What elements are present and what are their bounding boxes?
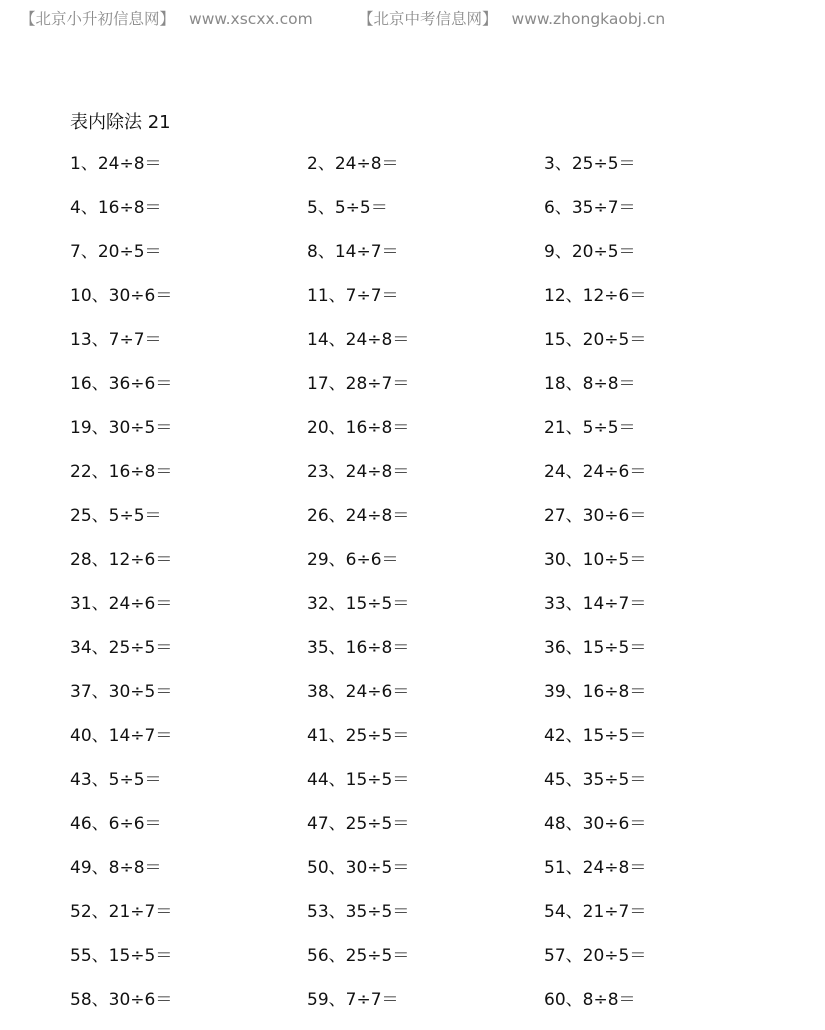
problem-item: 54、21÷7＝ xyxy=(544,902,647,922)
header-site-2 xyxy=(358,7,665,29)
problem-grid xyxy=(70,150,810,1030)
problem-row xyxy=(70,502,810,546)
problem-item: 25、5÷5＝ xyxy=(70,506,162,526)
problem-row xyxy=(70,810,810,854)
problem-item: 41、25÷5＝ xyxy=(307,726,410,746)
problem-item: 19、30÷5＝ xyxy=(70,418,173,438)
problem-row xyxy=(70,194,810,238)
problem-item: 4、16÷8＝ xyxy=(70,198,162,218)
problem-item: 29、6÷6＝ xyxy=(307,550,399,570)
problem-row xyxy=(70,326,810,370)
problem-row xyxy=(70,546,810,590)
problem-item: 7、20÷5＝ xyxy=(70,242,162,262)
problem-item: 49、8÷8＝ xyxy=(70,858,162,878)
problem-item: 28、12÷6＝ xyxy=(70,550,173,570)
site1-name: 【北京小升初信息网】 xyxy=(20,10,176,28)
problem-item: 24、24÷6＝ xyxy=(544,462,647,482)
problem-row xyxy=(70,282,810,326)
problem-item: 39、16÷8＝ xyxy=(544,682,647,702)
problem-row xyxy=(70,150,810,194)
header-site-1 xyxy=(20,7,313,29)
problem-item: 44、15÷5＝ xyxy=(307,770,410,790)
problem-item: 56、25÷5＝ xyxy=(307,946,410,966)
problem-item: 30、10÷5＝ xyxy=(544,550,647,570)
problem-row xyxy=(70,634,810,678)
problem-item: 2、24÷8＝ xyxy=(307,154,399,174)
problem-item: 11、7÷7＝ xyxy=(307,286,399,306)
problem-item: 21、5÷5＝ xyxy=(544,418,636,438)
problem-item: 31、24÷6＝ xyxy=(70,594,173,614)
problem-row xyxy=(70,458,810,502)
problem-item: 51、24÷8＝ xyxy=(544,858,647,878)
site2-url[interactable]: www.zhongkaobj.cn xyxy=(511,10,666,28)
problem-row xyxy=(70,942,810,986)
site1-url[interactable]: www.xscxx.com xyxy=(189,10,313,28)
problem-item: 15、20÷5＝ xyxy=(544,330,647,350)
problem-item: 47、25÷5＝ xyxy=(307,814,410,834)
problem-item: 53、35÷5＝ xyxy=(307,902,410,922)
problem-item: 26、24÷8＝ xyxy=(307,506,410,526)
problem-item: 33、14÷7＝ xyxy=(544,594,647,614)
problem-item: 50、30÷5＝ xyxy=(307,858,410,878)
problem-item: 45、35÷5＝ xyxy=(544,770,647,790)
problem-row xyxy=(70,766,810,810)
problem-item: 38、24÷6＝ xyxy=(307,682,410,702)
problem-row xyxy=(70,898,810,942)
problem-item: 3、25÷5＝ xyxy=(544,154,636,174)
problem-item: 59、7÷7＝ xyxy=(307,990,399,1010)
problem-item: 8、14÷7＝ xyxy=(307,242,399,262)
problem-item: 35、16÷8＝ xyxy=(307,638,410,658)
worksheet-title: 表内除法 21 xyxy=(70,112,171,133)
problem-item: 23、24÷8＝ xyxy=(307,462,410,482)
problem-item: 9、20÷5＝ xyxy=(544,242,636,262)
problem-item: 20、16÷8＝ xyxy=(307,418,410,438)
problem-item: 36、15÷5＝ xyxy=(544,638,647,658)
problem-item: 58、30÷6＝ xyxy=(70,990,173,1010)
problem-item: 22、16÷8＝ xyxy=(70,462,173,482)
problem-row xyxy=(70,854,810,898)
problem-item: 37、30÷5＝ xyxy=(70,682,173,702)
problem-item: 17、28÷7＝ xyxy=(307,374,410,394)
problem-row xyxy=(70,722,810,766)
problem-item: 55、15÷5＝ xyxy=(70,946,173,966)
problem-item: 48、30÷6＝ xyxy=(544,814,647,834)
problem-item: 1、24÷8＝ xyxy=(70,154,162,174)
problem-row xyxy=(70,986,810,1030)
problem-item: 43、5÷5＝ xyxy=(70,770,162,790)
problem-item: 14、24÷8＝ xyxy=(307,330,410,350)
problem-row xyxy=(70,678,810,722)
problem-row xyxy=(70,370,810,414)
problem-row xyxy=(70,414,810,458)
problem-item: 42、15÷5＝ xyxy=(544,726,647,746)
problem-item: 32、15÷5＝ xyxy=(307,594,410,614)
problem-item: 12、12÷6＝ xyxy=(544,286,647,306)
problem-item: 6、35÷7＝ xyxy=(544,198,636,218)
problem-item: 40、14÷7＝ xyxy=(70,726,173,746)
problem-item: 27、30÷6＝ xyxy=(544,506,647,526)
problem-item: 13、7÷7＝ xyxy=(70,330,162,350)
problem-item: 18、8÷8＝ xyxy=(544,374,636,394)
site2-name: 【北京中考信息网】 xyxy=(358,10,498,28)
problem-item: 57、20÷5＝ xyxy=(544,946,647,966)
problem-row xyxy=(70,590,810,634)
problem-item: 34、25÷5＝ xyxy=(70,638,173,658)
problem-item: 10、30÷6＝ xyxy=(70,286,173,306)
problem-item: 46、6÷6＝ xyxy=(70,814,162,834)
problem-item: 60、8÷8＝ xyxy=(544,990,636,1010)
problem-item: 52、21÷7＝ xyxy=(70,902,173,922)
problem-row xyxy=(70,238,810,282)
problem-item: 5、5÷5＝ xyxy=(307,198,388,218)
problem-item: 16、36÷6＝ xyxy=(70,374,173,394)
